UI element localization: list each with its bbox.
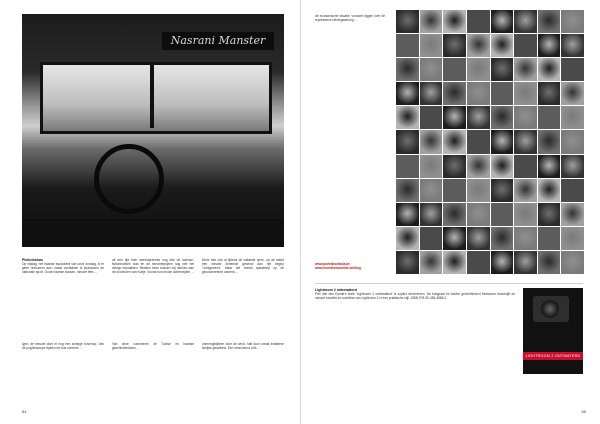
article-paragraph: Op vrijdag, het Iraanse equivalent van onze zondag, is er geen ontkomen aan: naast voetballen is picknicken de nationale sport. Oude Iraanse bussen, nieuwe fiets ...	[22, 262, 104, 275]
right-page	[300, 0, 600, 424]
article-col-6	[202, 342, 284, 382]
portrait-tile	[491, 155, 514, 178]
link-portraitsofasia[interactable]: www.portraitsofasia.be	[315, 262, 350, 266]
camera-lens	[541, 300, 559, 318]
portrait-tile	[396, 227, 419, 250]
portrait-tile	[443, 179, 466, 202]
portrait-tile	[396, 155, 419, 178]
portrait-tile	[396, 179, 419, 202]
windshield	[40, 62, 272, 134]
review-heading: Lightroom 2 onbewaterd	[315, 288, 357, 292]
bus-interior-photo	[22, 14, 284, 247]
article-paragraph: Van deze cuminenen de Turkse en Iraanse geschiedenissen ...	[112, 342, 194, 351]
section-divider	[315, 283, 583, 284]
portrait-tile	[443, 58, 466, 81]
article-paragraph: onmengelijkeen door de wind, half door zowat initiatieve lichtjes geadfrest. Een verscheurd volk ...	[202, 342, 284, 351]
portrait-tile	[443, 10, 466, 33]
portrait-tile	[467, 179, 490, 202]
portrait-tile	[561, 130, 584, 153]
portrait-tile	[561, 179, 584, 202]
portrait-tile	[467, 251, 490, 274]
portrait-tile	[561, 106, 584, 129]
portrait-tile	[561, 227, 584, 250]
portrait-tile	[467, 82, 490, 105]
portrait-tile	[491, 34, 514, 57]
portrait-tile	[420, 10, 443, 33]
portrait-tile	[561, 34, 584, 57]
portrait-tile	[467, 227, 490, 250]
article-paragraph: uit een tijd toen wereldpremies nog iets uit science-fictionboeken was en de benzineprijzen nog niet het design bepaalden. Bedden deze bussen mij denken aan de avonturen van Kuifje. Vooral hun mooie achterzijden ...	[112, 258, 194, 275]
portrait-tile	[561, 58, 584, 81]
portrait-tile	[467, 130, 490, 153]
review-body: Piet Van den Eynde's boek 'Lightroom 2 onbewaterd' is zojuist verschenen. De fotograaf en Adobe gecertificeerd freelancer beschrijft de nieuwe functies en workflow van Lightroom 2 in een praktische stijl. ISBN 978-90-456-4586-0	[315, 292, 515, 301]
portrait-tile	[491, 130, 514, 153]
portrait-tile	[396, 203, 419, 226]
portrait-tile	[514, 58, 537, 81]
portrait-tile	[396, 251, 419, 274]
portrait-tile	[514, 10, 537, 33]
portrait-tile	[443, 130, 466, 153]
portrait-tile	[561, 251, 584, 274]
portrait-tile	[467, 155, 490, 178]
portrait-tile	[443, 251, 466, 274]
portrait-tile	[443, 106, 466, 129]
portrait-tile	[467, 58, 490, 81]
portrait-tile	[396, 130, 419, 153]
portrait-tile	[396, 58, 419, 81]
portrait-tile	[561, 155, 584, 178]
book-cover-image	[523, 288, 583, 374]
article-heading: Picknickbus	[22, 258, 43, 262]
book-title-band: LIGHTROOM 2 ONTWATERD	[523, 352, 583, 360]
portrait-tile	[491, 179, 514, 202]
portrait-tile	[420, 58, 443, 81]
portrait-tile	[538, 227, 561, 250]
link-momthemworlds[interactable]: www.momthemworlds.be/blog	[315, 266, 361, 270]
portrait-tile	[538, 34, 561, 57]
portrait-tile	[396, 82, 419, 105]
portrait-tile	[538, 203, 561, 226]
dashboard	[22, 219, 284, 247]
portrait-tile	[443, 155, 466, 178]
portrait-tile	[420, 106, 443, 129]
portrait-tile	[561, 82, 584, 105]
portrait-tile	[420, 227, 443, 250]
portrait-tile	[443, 34, 466, 57]
portrait-tile	[538, 130, 561, 153]
portrait-tile	[420, 82, 443, 105]
portrait-tile	[420, 203, 443, 226]
steering-wheel	[94, 144, 164, 214]
portrait-tile	[443, 227, 466, 250]
portrait-tile	[514, 179, 537, 202]
portrait-tile	[514, 203, 537, 226]
portrait-tile	[538, 106, 561, 129]
portrait-tile	[467, 106, 490, 129]
portrait-tile	[420, 155, 443, 178]
article-paragraph: de economische situatie, vrouwen liggen over de repressieve ideologisierung ...	[315, 14, 385, 23]
portrait-tile	[561, 10, 584, 33]
portrait-tile	[514, 82, 537, 105]
review-text	[315, 288, 515, 348]
portrait-tile	[561, 203, 584, 226]
article-col-5	[112, 342, 194, 382]
portrait-tile	[467, 10, 490, 33]
windshield-divider	[150, 62, 154, 128]
portrait-tile	[491, 203, 514, 226]
portrait-tile	[538, 251, 561, 274]
page-number: 84	[22, 409, 27, 414]
article-col-4	[22, 342, 104, 382]
portrait-tile	[420, 251, 443, 274]
portrait-tile	[491, 10, 514, 33]
portrait-tile	[491, 251, 514, 274]
portrait-tile	[467, 34, 490, 57]
portrait-tile	[396, 106, 419, 129]
portrait-tile	[420, 130, 443, 153]
page-number: 85	[581, 409, 586, 414]
portrait-tile	[467, 203, 490, 226]
portrait-tile	[443, 82, 466, 105]
links-block	[315, 262, 385, 270]
portrait-tile	[514, 227, 537, 250]
portrait-tile	[396, 10, 419, 33]
portrait-tile	[514, 155, 537, 178]
bus-sign-text: Nasrani Manster	[162, 32, 274, 50]
portrait-tile	[538, 155, 561, 178]
article-paragraph: type, de nieuwe doet er nog een schepje bovenop. Van de pughuismope tijdens de bus-controle ...	[22, 342, 104, 351]
portrait-tile	[491, 106, 514, 129]
portrait-tile	[491, 82, 514, 105]
portrait-tile	[491, 227, 514, 250]
portrait-tile	[514, 251, 537, 274]
portrait-tile	[396, 34, 419, 57]
portrait-tile	[538, 10, 561, 33]
portrait-tile	[443, 203, 466, 226]
portrait-tile	[538, 82, 561, 105]
portrait-tile	[514, 106, 537, 129]
portrait-tile	[491, 58, 514, 81]
portrait-tile	[538, 58, 561, 81]
article-paragraph: Deze foto ook al tijdens de vakantie open, op de markt een nieuwe dimensie gewend aan het begrip 'Lichtgevend'. Maar het meest spaakbrijf op de gecolonneerde camera ...	[202, 258, 284, 275]
portrait-tile	[420, 34, 443, 57]
portrait-tile	[538, 179, 561, 202]
portrait-tile	[420, 179, 443, 202]
portrait-mosaic	[396, 10, 584, 274]
portrait-tile	[514, 34, 537, 57]
portrait-tile	[514, 130, 537, 153]
right-article-col	[315, 14, 385, 234]
